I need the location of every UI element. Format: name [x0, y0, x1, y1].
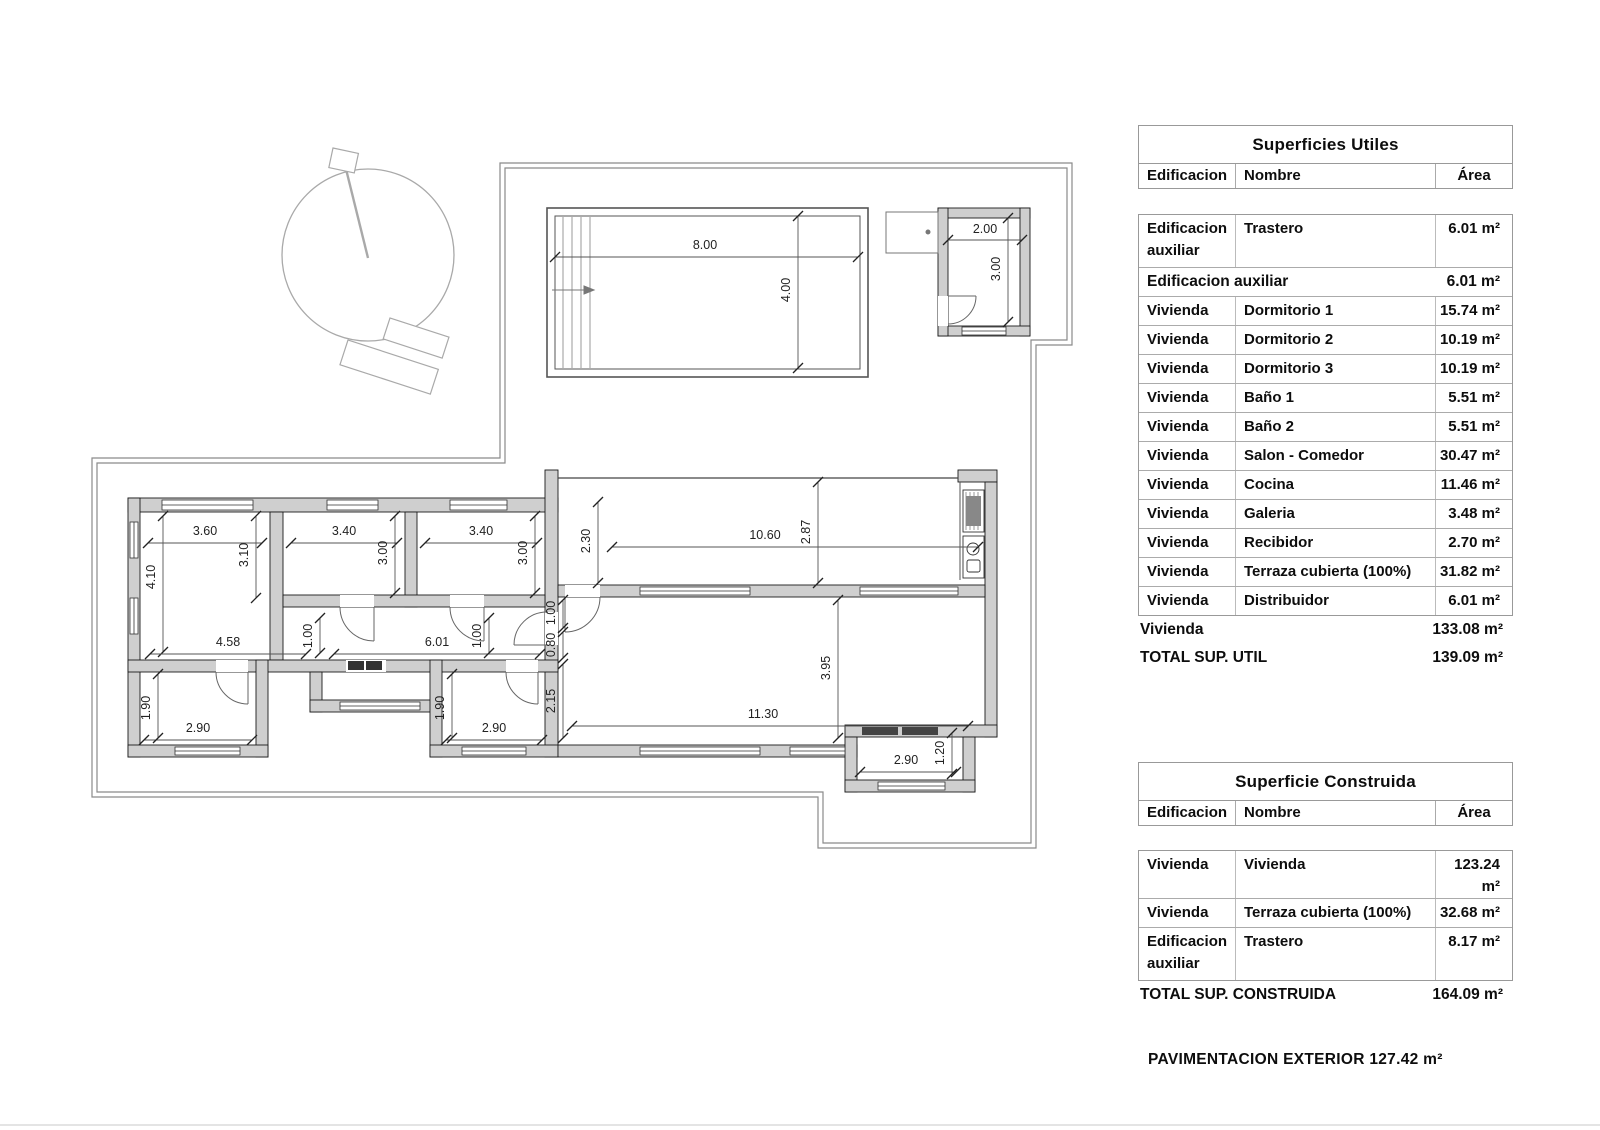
- table-cell-nombre: Baño 1: [1235, 384, 1435, 412]
- dimension: [139, 669, 163, 743]
- dimension-label: 11.30: [747, 707, 779, 721]
- equipment-box-icon: [886, 212, 938, 253]
- table-cell-edificacion: Vivienda: [1147, 360, 1209, 377]
- table-cell-area: 30.47 m²: [1435, 442, 1512, 470]
- col-nombre: Nombre: [1235, 164, 1435, 188]
- dimension-label: 4.58: [215, 635, 241, 649]
- table-cell-edificacion: Vivienda: [1147, 302, 1209, 319]
- table-cell-area: 10.19 m²: [1435, 326, 1512, 354]
- table-row: [1139, 528, 1512, 557]
- total-row: [1138, 981, 1513, 1009]
- table-cell-edificacion: Vivienda: [1147, 389, 1209, 406]
- dimension-label: 3.40: [468, 524, 494, 538]
- total-value: 133.08 m²: [1432, 621, 1503, 638]
- dimension-label: 1.20: [933, 740, 947, 766]
- total-label: TOTAL SUP. UTIL: [1140, 649, 1268, 666]
- table-cell-edificacion: Edificacion auxiliar: [1147, 933, 1228, 972]
- dimension-label: 2.30: [579, 528, 593, 554]
- total-label: Vivienda: [1140, 621, 1204, 638]
- dimension-label: 3.00: [989, 256, 1003, 282]
- dimension-label: 3.10: [237, 542, 251, 568]
- dimension: [516, 511, 540, 598]
- table-row: [1139, 470, 1512, 499]
- sink-icon: [963, 536, 984, 578]
- table-superficie-construida: [1138, 762, 1513, 1009]
- table-cell-edificacion: Vivienda: [1147, 505, 1209, 522]
- dimension-label: 2.15: [544, 688, 558, 714]
- table-cell-area: 3.48 m²: [1435, 500, 1512, 528]
- tree-symbol: [282, 148, 454, 394]
- table-cell-edificacion: Edificacion auxiliar: [1147, 220, 1228, 259]
- table-row: [1139, 296, 1512, 325]
- col-edificacion: Edificacion: [1147, 167, 1228, 184]
- table-row: [1139, 557, 1512, 586]
- table-row: [1139, 215, 1512, 267]
- table-row: [1139, 586, 1512, 615]
- total-value: 164.09 m²: [1432, 986, 1503, 1003]
- table-totals: [1138, 981, 1513, 1009]
- table-cell-nombre: Salon - Comedor: [1235, 442, 1435, 470]
- dimension-label: 2.90: [893, 753, 919, 767]
- table-cell-area: 15.74 m²: [1435, 297, 1512, 325]
- table-header: [1138, 125, 1513, 189]
- table-cell-area: 5.51 m²: [1435, 384, 1512, 412]
- table-cell-nombre: Vivienda: [1235, 851, 1435, 898]
- table-row: [1139, 267, 1512, 296]
- dimension-label: 2.00: [972, 222, 998, 236]
- table-cell-edificacion: Vivienda: [1147, 592, 1209, 609]
- table-cell-nombre: Trastero: [1235, 928, 1435, 980]
- dimension-label: 2.90: [185, 721, 211, 735]
- total-row: [1138, 644, 1513, 672]
- dimension-label: 2.90: [481, 721, 507, 735]
- table-row: [1139, 354, 1512, 383]
- table-column-headers: [1139, 164, 1512, 188]
- trastero-door-arc: [948, 296, 976, 324]
- col-area: Área: [1435, 164, 1512, 188]
- table-superficies-utiles: [1138, 125, 1513, 672]
- total-row: [1138, 616, 1513, 644]
- area-tables: [1138, 125, 1513, 1069]
- table-cell-nombre: Dormitorio 1: [1235, 297, 1435, 325]
- table-cell-edificacion: Vivienda: [1147, 534, 1209, 551]
- dimension-label: 8.00: [692, 238, 718, 252]
- table-cell-area: 10.19 m²: [1435, 355, 1512, 383]
- table-body: [1138, 214, 1513, 616]
- table-cell-nombre: Cocina: [1235, 471, 1435, 499]
- table-header: [1138, 762, 1513, 826]
- dimension: [579, 497, 603, 588]
- table-cell-nombre: Distribuidor: [1235, 587, 1435, 615]
- dimension-label: 6.01: [424, 635, 450, 649]
- table-cell-nombre: Trastero: [1235, 215, 1435, 267]
- table-cell-edificacion: Vivienda: [1147, 331, 1209, 348]
- trastero-window-icon: [962, 327, 1006, 335]
- dimension: [139, 721, 257, 745]
- table-cell-area: 5.51 m²: [1435, 413, 1512, 441]
- table-cell-edificacion: Vivienda: [1147, 418, 1209, 435]
- dimension-label: 1.00: [470, 623, 484, 649]
- table-cell-edificacion: Vivienda: [1147, 904, 1209, 921]
- dimension-label: 1.00: [301, 623, 315, 649]
- dimension-label: 3.60: [192, 524, 218, 538]
- dimension: [144, 511, 168, 657]
- table-cell-nombre: Dormitorio 3: [1235, 355, 1435, 383]
- dimension: [607, 528, 983, 552]
- table-column-headers: [1139, 801, 1512, 825]
- pool: [547, 208, 868, 377]
- dimension-label: 3.00: [516, 540, 530, 566]
- table-cell-edificacion: Vivienda: [1147, 856, 1209, 873]
- table-cell-edificacion: Vivienda: [1147, 563, 1209, 580]
- table-cell-nombre: Terraza cubierta (100%): [1235, 558, 1435, 586]
- house-walls: [128, 470, 997, 792]
- table-cell-nombre: Baño 2: [1235, 413, 1435, 441]
- table-row: [1139, 441, 1512, 470]
- subtotal-label: Edificacion auxiliar: [1147, 273, 1289, 290]
- total-value: 139.09 m²: [1432, 649, 1503, 666]
- table-title: Superficie Construida: [1139, 763, 1512, 801]
- table-cell-area: 32.68 m²: [1435, 899, 1512, 927]
- table-cell-nombre: Galeria: [1235, 500, 1435, 528]
- dimension: [145, 635, 311, 659]
- subtotal-value: 6.01 m²: [1446, 273, 1500, 290]
- dimension: [470, 613, 494, 658]
- col-nombre: Nombre: [1235, 801, 1435, 825]
- table-row: [1139, 383, 1512, 412]
- table-row: [1139, 898, 1512, 927]
- dimension: [819, 595, 843, 743]
- table-cell-area: 6.01 m²: [1435, 587, 1512, 615]
- dimension-label: 2.87: [799, 519, 813, 545]
- table-totals: [1138, 616, 1513, 672]
- dimension-label: 1.00: [544, 600, 558, 626]
- table-row: [1139, 412, 1512, 441]
- table-cell-area: 6.01 m²: [1435, 215, 1512, 267]
- dimension-label: 3.00: [376, 540, 390, 566]
- table-cell-area: 123.24 m²: [1435, 851, 1512, 898]
- table-row: [1139, 499, 1512, 528]
- table-cell-nombre: Dormitorio 2: [1235, 326, 1435, 354]
- dimension-label: 1.90: [433, 695, 447, 721]
- table-title: Superficies Utiles: [1139, 126, 1512, 164]
- table-cell-nombre: Terraza cubierta (100%): [1235, 899, 1435, 927]
- table-cell-nombre: Recibidor: [1235, 529, 1435, 557]
- dimension: [237, 511, 261, 603]
- table-cell-area: 31.82 m²: [1435, 558, 1512, 586]
- dimension: [301, 613, 325, 658]
- table-cell-area: 2.70 m²: [1435, 529, 1512, 557]
- total-label: TOTAL SUP. CONSTRUIDA: [1140, 986, 1337, 1003]
- table-row: [1139, 851, 1512, 898]
- trastero-door-gap: [938, 296, 948, 326]
- table-cell-edificacion: Vivienda: [1147, 447, 1209, 464]
- table-row: [1139, 927, 1512, 980]
- dimension: [943, 222, 1027, 245]
- table-body: [1138, 850, 1513, 981]
- col-area: Área: [1435, 801, 1512, 825]
- pavimentacion-note: PAVIMENTACION EXTERIOR 127.42 m²: [1148, 1051, 1443, 1068]
- dimension-label: 4.00: [779, 277, 793, 303]
- stove-icon: [963, 490, 984, 532]
- dimension-label: 4.10: [144, 564, 158, 590]
- table-cell-area: 8.17 m²: [1435, 928, 1512, 980]
- table-row: [1139, 325, 1512, 354]
- table-cell-area: 11.46 m²: [1435, 471, 1512, 499]
- dimension-label: 0.80: [544, 632, 558, 658]
- dimension-label: 3.95: [819, 655, 833, 681]
- table-cell-edificacion: Vivienda: [1147, 476, 1209, 493]
- dimension-label: 10.60: [749, 528, 781, 542]
- col-edificacion: Edificacion: [1147, 804, 1228, 821]
- dimension-label: 3.40: [331, 524, 357, 538]
- dimension: [799, 477, 823, 588]
- dimension-label: 1.90: [139, 695, 153, 721]
- dimension: [376, 511, 400, 598]
- kitchen-fixtures: [960, 482, 984, 580]
